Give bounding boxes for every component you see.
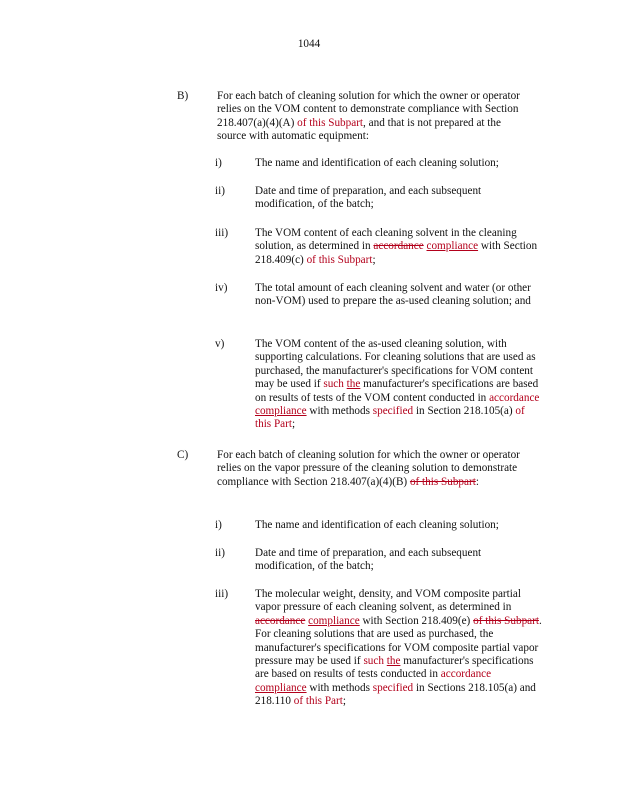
deleted-text: of this Subpart xyxy=(473,614,539,627)
deleted-text: accordance xyxy=(373,240,424,253)
text-run: in Section 218.105(a) xyxy=(413,405,516,418)
deleted-text: accordance xyxy=(255,614,306,627)
inserted-text: such xyxy=(323,378,344,391)
inserted-underlined-text: compliance xyxy=(426,240,479,253)
item-text xyxy=(255,185,543,212)
inserted-text: of this Subpart xyxy=(297,116,364,129)
text-run: manufacturer's specifications are based on results of tests conducted in xyxy=(255,655,534,681)
inserted-text: such xyxy=(363,655,384,668)
item-marker: ii) xyxy=(215,547,225,559)
item-marker: v) xyxy=(215,338,225,350)
text-run: For each batch of cleaning solution for which the owner or operator relies on the VOM content to demonstrate compliance with Section 218.407(a)(4)(A) xyxy=(217,90,520,129)
text-run: . For cleaning solutions that are used as purchased, the manufacturer's specifications for VOM composite partial vapor pressure may be used if xyxy=(255,614,542,668)
item-text xyxy=(255,588,543,709)
text-run: manufacturer's specifications are based on results of tests of the VOM content conducted in xyxy=(255,378,539,404)
section-marker: B) xyxy=(177,90,189,102)
text-run: The total amount of each cleaning solvent and water (or other non-VOM) used to prepare the as-used cleaning solution; and xyxy=(255,282,531,308)
section-text xyxy=(217,90,522,144)
item-text xyxy=(255,282,543,309)
inserted-underlined-text: compliance xyxy=(255,681,307,694)
section-marker: C) xyxy=(177,449,189,461)
inserted-text: accordance xyxy=(489,391,540,404)
item-marker: iv) xyxy=(215,282,228,294)
item-marker: i) xyxy=(215,519,222,531)
item-text xyxy=(255,227,543,267)
inserted-text: specified xyxy=(372,405,414,418)
text-run: Date and time of preparation, and each subsequent modification, of the batch; xyxy=(255,185,482,211)
inserted-underlined-text: the xyxy=(346,378,361,391)
text-run: The name and identification of each cleaning solution; xyxy=(255,157,499,169)
text-run: The VOM content of the as-used cleaning solution, with supporting calculations. For cleaning solutions that are used as purchased, the manufacturer's specifications for VOM content may be used if xyxy=(255,338,536,391)
item-text xyxy=(255,547,543,574)
inserted-text: of this Part xyxy=(293,695,343,708)
deleted-text: of this Subpart xyxy=(409,475,476,488)
inserted-text: of this Subpart xyxy=(306,253,373,266)
item-text xyxy=(255,157,543,170)
text-run: in Sections 218.105(a) and 218.110 xyxy=(255,681,536,708)
text-run: , and that is not prepared at the source with automatic equipment: xyxy=(217,116,501,143)
item-text xyxy=(255,338,543,432)
text-run: The VOM content of each cleaning solvent in the cleaning solution, as determined in xyxy=(255,227,517,253)
text-run: with methods xyxy=(306,405,373,418)
item-marker: i) xyxy=(215,157,222,169)
text-run: : xyxy=(475,475,479,488)
inserted-text: accordance xyxy=(440,668,492,681)
text-run: with methods xyxy=(306,681,373,694)
text-run: ; xyxy=(291,418,296,431)
page-number: 1044 xyxy=(297,38,321,50)
item-marker: ii) xyxy=(215,185,225,197)
text-run: ; xyxy=(372,253,376,266)
text-run: with Section 218.409(c) xyxy=(255,240,538,266)
inserted-underlined-text: the xyxy=(386,655,401,668)
item-text xyxy=(255,519,543,532)
text-run: Date and time of preparation, and each subsequent modification, of the batch; xyxy=(255,547,482,573)
inserted-underlined-text: compliance xyxy=(255,405,307,418)
text-run: The molecular weight, density, and VOM composite partial vapor pressure of each cleaning solvent, as determined in xyxy=(255,588,521,614)
text-run: ; xyxy=(342,695,346,708)
item-marker: iii) xyxy=(215,588,229,600)
text-run: with Section 218.409(e) xyxy=(359,614,474,627)
text-run: For each batch of cleaning solution for which the owner or operator relies on the vapor pressure of the cleaning solution to demonstrate compliance with Section 218.407(a)(4)(B) xyxy=(217,449,520,488)
inserted-underlined-text: compliance xyxy=(308,614,360,627)
inserted-text: specified xyxy=(372,681,414,694)
item-marker: iii) xyxy=(215,227,229,239)
section-text xyxy=(217,449,522,489)
text-run: The name and identification of each cleaning solution; xyxy=(255,519,499,531)
inserted-text: of this Part xyxy=(255,405,525,431)
